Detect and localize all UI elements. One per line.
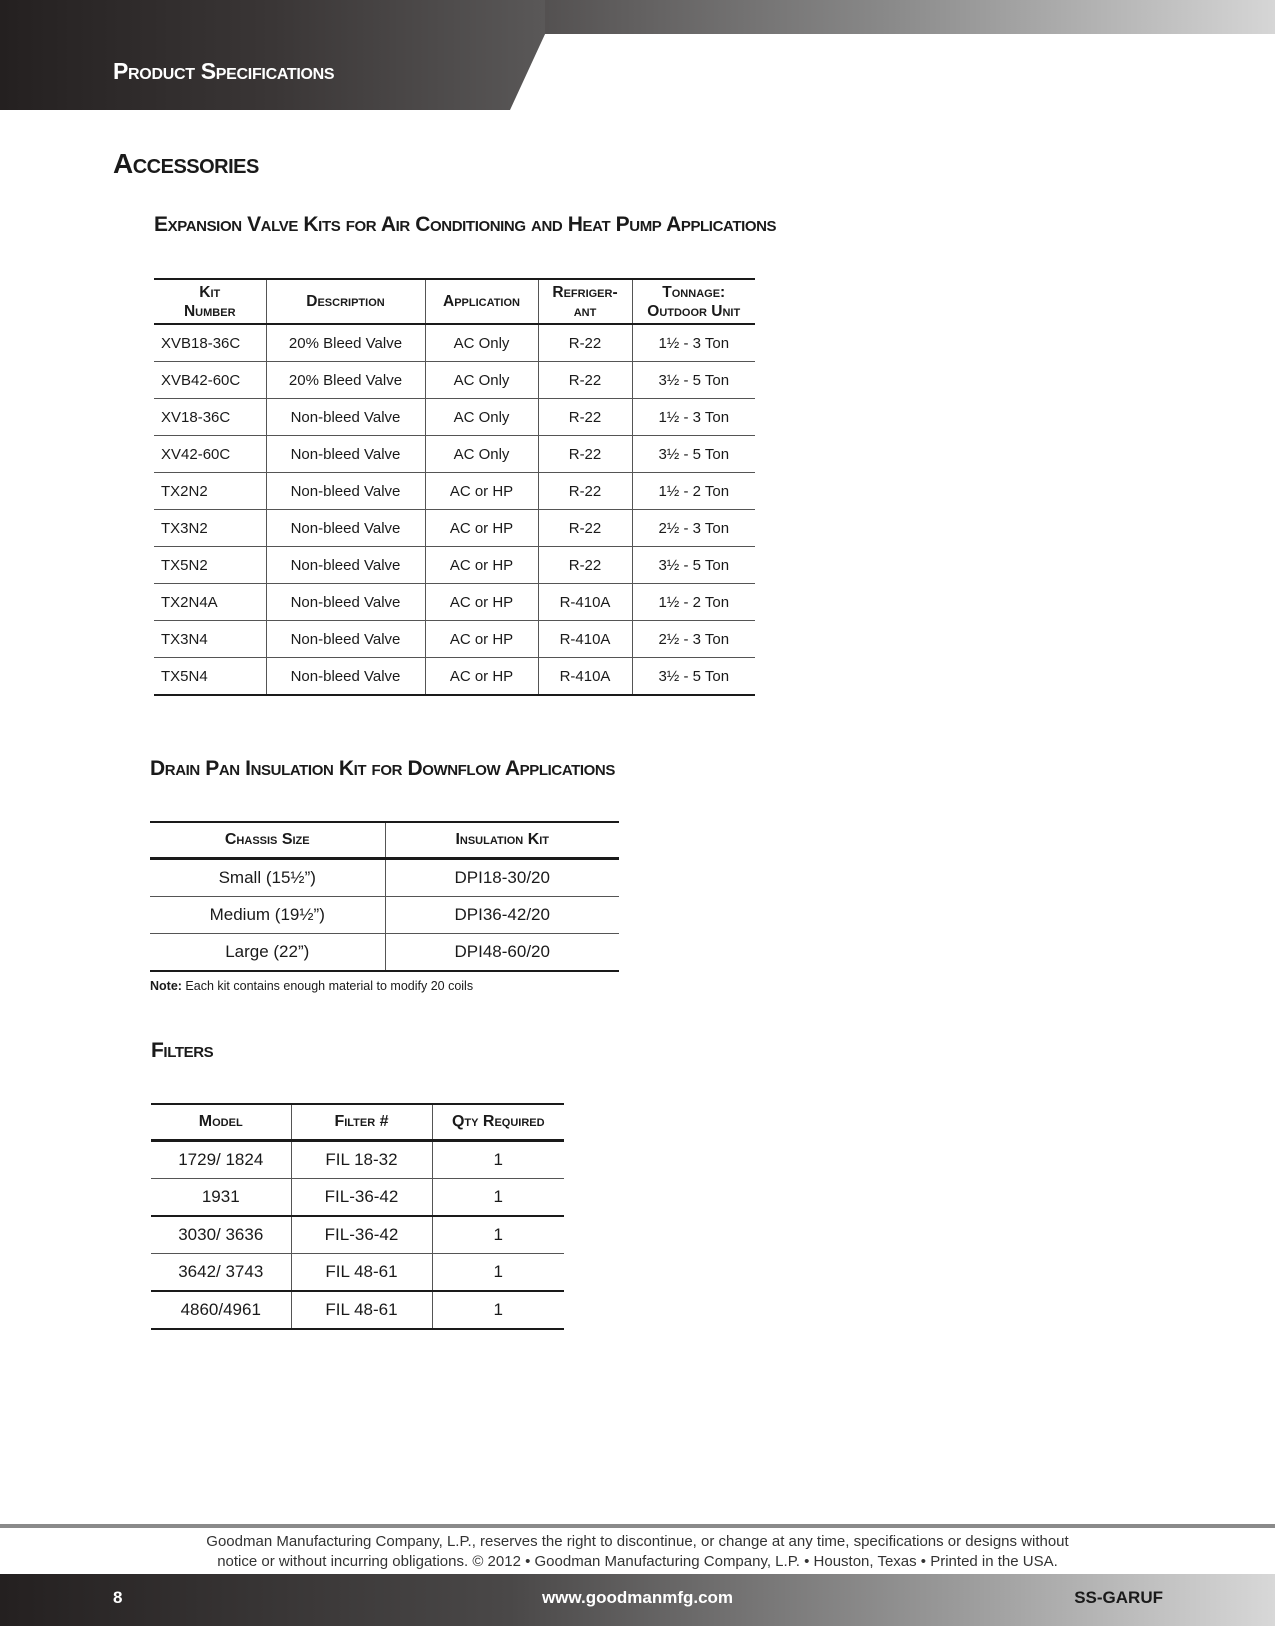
table-row xyxy=(154,584,755,621)
table-cell: Non-bleed Valve xyxy=(266,547,425,584)
table-row xyxy=(151,1253,564,1291)
table-cell: R-22 xyxy=(538,362,632,399)
table-cell: R-410A xyxy=(538,584,632,621)
table-row xyxy=(151,1140,564,1178)
column-header: Chassis Size xyxy=(224,831,310,849)
table-cell: Non-bleed Valve xyxy=(266,510,425,547)
page-number: 8 xyxy=(113,1588,123,1607)
table-cell: AC Only xyxy=(425,362,538,399)
footer-disclaimer xyxy=(160,1532,1115,1572)
footer-url: www.goodmanmfg.com xyxy=(541,1588,734,1607)
table-cell: TX3N2 xyxy=(161,519,208,537)
table-cell: AC or HP xyxy=(425,547,538,584)
table-cell: Small (15½”) xyxy=(218,867,316,887)
table-cell: DPI48-60/20 xyxy=(385,933,619,971)
table-row xyxy=(154,362,755,399)
footer-rule xyxy=(0,1524,1275,1528)
table-cell: DPI36-42/20 xyxy=(385,896,619,933)
table-cell: TX5N4 xyxy=(161,667,208,685)
table-row xyxy=(151,1178,564,1216)
table-cell: 3½ - 5 Ton xyxy=(632,547,755,584)
filters-table xyxy=(151,1103,564,1330)
note-label: Note: xyxy=(150,979,182,993)
header-tab xyxy=(0,0,545,110)
table-cell: FIL 48-61 xyxy=(291,1253,432,1291)
table-cell: DPI18-30/20 xyxy=(385,858,619,896)
table-cell: 3½ - 5 Ton xyxy=(632,658,755,696)
table-cell: 1931 xyxy=(201,1186,240,1206)
table-cell: Large (22”) xyxy=(225,941,310,961)
table-cell: 1½ - 3 Ton xyxy=(632,324,755,362)
table-row xyxy=(151,1216,564,1254)
table-cell: 3½ - 5 Ton xyxy=(632,362,755,399)
table-cell: 1729/ 1824 xyxy=(178,1149,264,1169)
table-row xyxy=(150,933,619,971)
table-cell: 1½ - 2 Ton xyxy=(632,473,755,510)
table-cell: TX2N4A xyxy=(161,593,218,611)
disclaimer-line: notice or without incurring obligations. © 2012 • Goodman Manufacturing Company, L.P. • Houston, Texas • Printed in the USA. xyxy=(217,1553,1058,1570)
table-cell: AC Only xyxy=(425,324,538,362)
table-cell: 4860/4961 xyxy=(180,1299,261,1319)
table-cell: XV18-36C xyxy=(161,408,231,426)
table-cell: R-22 xyxy=(538,436,632,473)
table-cell: FIL 48-61 xyxy=(291,1291,432,1329)
expansion-valve-table xyxy=(154,278,755,696)
document-code: SS-GARUF xyxy=(1074,1588,1163,1607)
table-cell: TX3N4 xyxy=(161,630,208,648)
column-header: Qty Required xyxy=(432,1104,564,1140)
column-header: Filter # xyxy=(291,1104,432,1140)
table-cell: 3642/ 3743 xyxy=(178,1261,264,1281)
table-row xyxy=(154,658,755,696)
table-header-row xyxy=(151,1104,564,1140)
table-cell: AC or HP xyxy=(425,473,538,510)
expansion-section-title: Expansion Valve Kits for Air Conditioning and Heat Pump Applications xyxy=(154,213,777,236)
table-cell: R-410A xyxy=(538,621,632,658)
table-cell: R-22 xyxy=(538,399,632,436)
table-cell: 1 xyxy=(432,1291,564,1329)
table-cell: XV42-60C xyxy=(161,445,231,463)
table-cell: FIL 18-32 xyxy=(291,1140,432,1178)
table-cell: 3½ - 5 Ton xyxy=(632,436,755,473)
table-row xyxy=(154,547,755,584)
table-cell: TX5N2 xyxy=(161,556,208,574)
disclaimer-line: Goodman Manufacturing Company, L.P., reserves the right to discontinue, or change at any time, specifications or designs without xyxy=(206,1533,1069,1550)
table-cell: Non-bleed Valve xyxy=(266,399,425,436)
table-row xyxy=(151,1291,564,1329)
table-cell: AC or HP xyxy=(425,510,538,547)
column-header: Description xyxy=(266,279,425,324)
page-heading: Accessories xyxy=(113,148,259,179)
table-cell: R-22 xyxy=(538,510,632,547)
table-cell: R-410A xyxy=(538,658,632,696)
column-header: Insulation Kit xyxy=(385,822,619,858)
table-cell: Medium (19½”) xyxy=(209,904,325,924)
table-cell: 1 xyxy=(432,1216,564,1254)
table-header-row xyxy=(154,279,755,324)
table-cell: AC Only xyxy=(425,399,538,436)
table-cell: R-22 xyxy=(538,473,632,510)
table-row xyxy=(150,896,619,933)
drain-pan-table xyxy=(150,821,619,972)
table-cell: 1 xyxy=(432,1178,564,1216)
note-text: Each kit contains enough material to modify 20 coils xyxy=(181,979,474,993)
table-cell: 1 xyxy=(432,1140,564,1178)
table-cell: XVB42-60C xyxy=(161,371,241,389)
drain-pan-note xyxy=(150,979,473,993)
table-cell: Non-bleed Valve xyxy=(266,436,425,473)
table-cell: 3030/ 3636 xyxy=(178,1224,264,1244)
table-cell: FIL-36-42 xyxy=(291,1216,432,1254)
table-cell: Non-bleed Valve xyxy=(266,621,425,658)
column-header: Refriger- ant xyxy=(538,279,632,324)
table-cell: R-22 xyxy=(538,324,632,362)
table-row xyxy=(154,324,755,362)
drain-pan-table-body xyxy=(150,858,619,971)
filters-table-body xyxy=(151,1140,564,1329)
drain-pan-section-title: Drain Pan Insulation Kit for Downflow Applications xyxy=(150,757,615,780)
table-cell: XVB18-36C xyxy=(161,334,241,352)
table-row xyxy=(154,436,755,473)
column-header: Tonnage: Outdoor Unit xyxy=(632,279,755,324)
column-header: Kit Number xyxy=(183,283,236,320)
table-cell: Non-bleed Valve xyxy=(266,584,425,621)
table-cell: AC Only xyxy=(425,436,538,473)
table-cell: 2½ - 3 Ton xyxy=(632,621,755,658)
table-cell: 20% Bleed Valve xyxy=(266,362,425,399)
table-cell: Non-bleed Valve xyxy=(266,658,425,696)
table-cell: FIL-36-42 xyxy=(291,1178,432,1216)
column-header: Application xyxy=(425,279,538,324)
table-cell: AC or HP xyxy=(425,658,538,696)
table-row xyxy=(154,621,755,658)
column-header: Model xyxy=(198,1113,243,1131)
table-cell: TX2N2 xyxy=(161,482,208,500)
table-cell: Non-bleed Valve xyxy=(266,473,425,510)
table-cell: AC or HP xyxy=(425,621,538,658)
table-header-row xyxy=(150,822,619,858)
table-cell: 1½ - 3 Ton xyxy=(632,399,755,436)
table-row xyxy=(154,510,755,547)
expansion-table-body xyxy=(154,324,755,695)
header-title: Product Specifications xyxy=(113,58,335,84)
table-cell: AC or HP xyxy=(425,584,538,621)
table-cell: 1½ - 2 Ton xyxy=(632,584,755,621)
filters-section-title: Filters xyxy=(151,1039,214,1062)
table-cell: 1 xyxy=(432,1253,564,1291)
table-cell: R-22 xyxy=(538,547,632,584)
table-cell: 2½ - 3 Ton xyxy=(632,510,755,547)
table-row xyxy=(150,858,619,896)
table-row xyxy=(154,399,755,436)
table-row xyxy=(154,473,755,510)
table-cell: 20% Bleed Valve xyxy=(266,324,425,362)
